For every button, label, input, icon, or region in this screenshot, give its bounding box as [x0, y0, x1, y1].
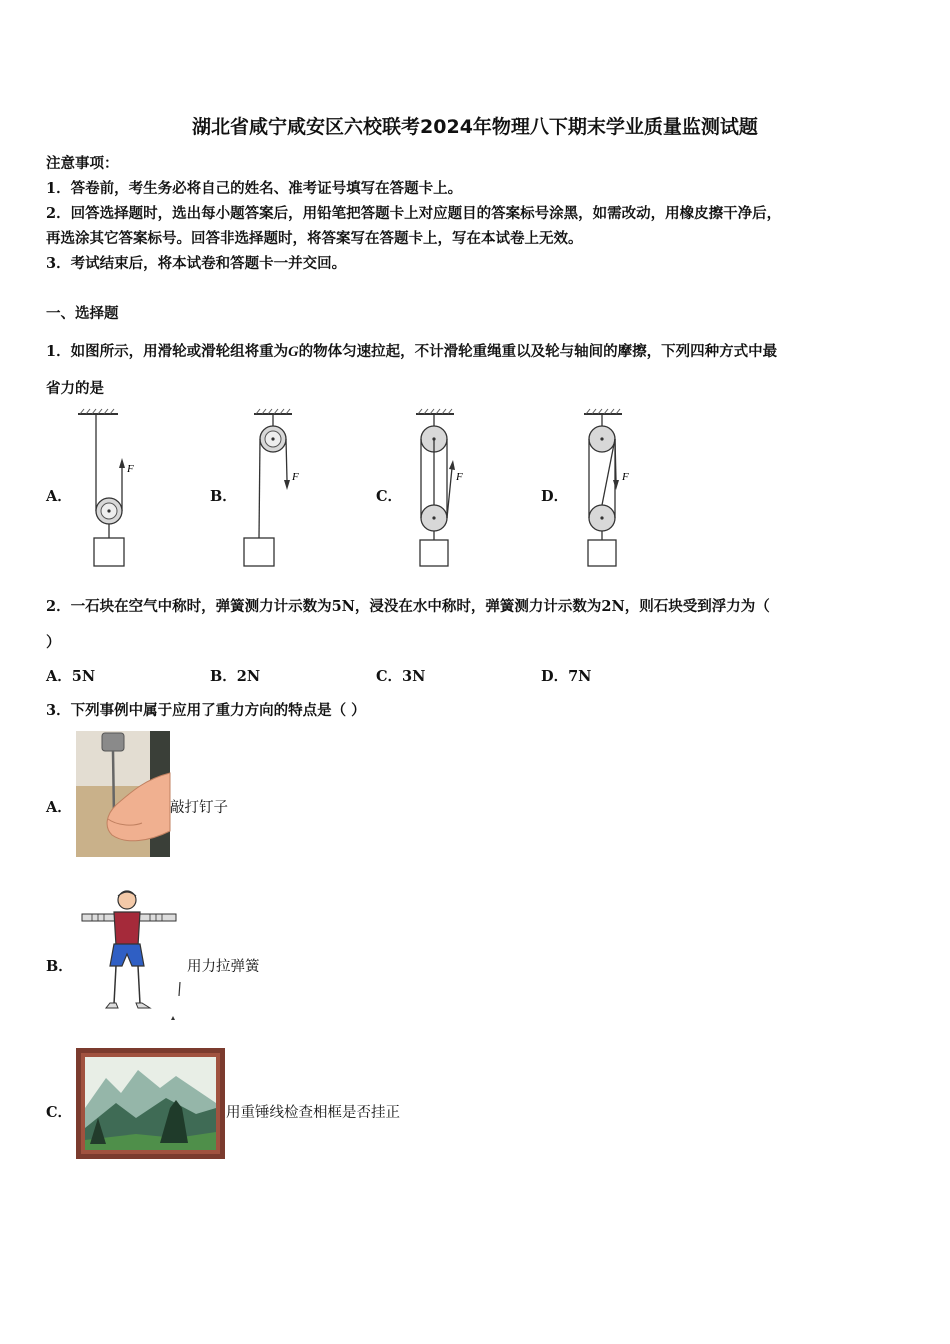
q1-option-a-label: A．: [46, 488, 72, 505]
note-item-2: 2．回答选择题时，选出每小题答案后，用铅笔把答题卡上对应题目的答案标号涂黑，如需改动，用橡皮擦干净后，: [46, 205, 782, 222]
q2-stem-line2: ）: [46, 634, 61, 651]
q3-option-b-letter: B．: [46, 958, 73, 975]
note-item-3: 3．考试结束后，将本试卷和答题卡一并交回。: [46, 255, 347, 272]
q1-stem-a: 1．如图所示，用滑轮或滑轮组将重为: [46, 343, 289, 360]
q1-stem: [46, 340, 777, 361]
q3-option-c-text: 用重锤线检查相框是否挂正: [226, 1105, 400, 1121]
force-label-b: F: [292, 471, 299, 483]
hammer-nail-image: [76, 731, 170, 857]
q3-option-a-letter: A．: [46, 799, 72, 816]
q1-var: G: [288, 344, 299, 360]
q3-option-a-text: 敲打钉子: [170, 800, 228, 816]
note-item-1: 1．答卷前，考生务必将自己的姓名、准考证号填写在答题卡上。: [46, 180, 463, 197]
pulley-diagram-b: [240, 408, 320, 570]
q2-option-d: D．7N: [541, 668, 592, 685]
pulley-diagram-a: [74, 408, 154, 570]
q1-option-d-label: D．: [541, 488, 569, 505]
pulley-diagram-c: [412, 408, 492, 570]
q3-stem: 3．下列事例中属于应用了重力方向的特点是（ ）: [46, 702, 366, 719]
q1-stem-b: 的物体匀速拉起，不计滑轮重绳重以及轮与轴间的摩擦，下列四种方式中最: [298, 343, 778, 360]
spring-pull-image: [76, 886, 186, 1026]
section-heading: 一、选择题: [46, 305, 119, 322]
framed-picture-image: [76, 1048, 225, 1159]
q2-stem: 2．一石块在空气中称时，弹簧测力计示数为5N，浸没在水中称时，弹簧测力计示数为2N，则石块受到浮力为（: [46, 598, 770, 615]
q3-option-c-letter: C．: [46, 1104, 73, 1121]
q2-option-a: A．5N: [46, 668, 96, 685]
q2-option-b: B．2N: [210, 668, 261, 685]
q1-option-b-label: B．: [210, 488, 237, 505]
force-label-a: F: [127, 463, 134, 475]
notes-heading: 注意事项：: [46, 155, 119, 172]
q1-stem-line2: 省力的是: [46, 380, 104, 397]
force-label-d: F: [622, 471, 629, 483]
q2-option-c: C．3N: [376, 668, 426, 685]
q3-option-b-text: 用力拉弹簧: [187, 959, 260, 975]
q1-option-c-label: C．: [376, 488, 403, 505]
note-item-2-cont: 再选涂其它答案标号。回答非选择题时，将答案写在答题卡上，写在本试卷上无效。: [46, 230, 583, 247]
pulley-diagram-d: [580, 408, 660, 570]
force-label-c: F: [456, 471, 463, 483]
page-title: 湖北省咸宁咸安区六校联考2024年物理八下期末学业质量监测试题: [192, 116, 758, 138]
